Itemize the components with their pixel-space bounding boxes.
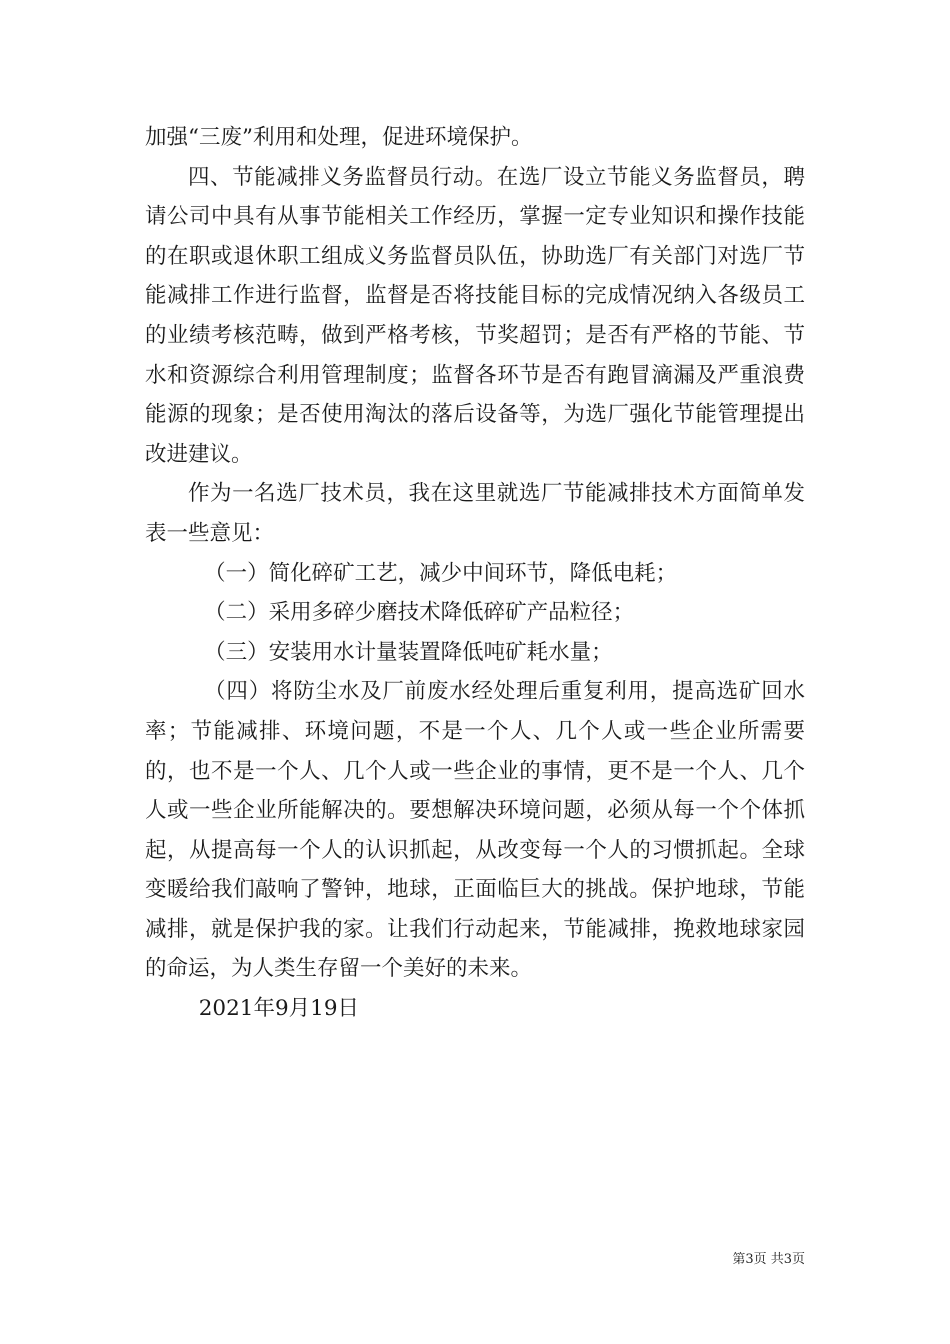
document-date: 2021年9月19日 xyxy=(198,996,360,1022)
list-item-3: （三）安装用水计量装置降低吨矿耗水量； xyxy=(204,639,613,665)
page-number-footer: 第3页 共3页 xyxy=(732,1252,805,1267)
document-body xyxy=(145,118,805,1029)
paragraph-technician-opinion: 作为一名选厂技术员，我在这里就选厂节能减排技术方面简单发表一些意见： xyxy=(145,481,805,546)
paragraph-continuation: 加强“三废”利用和处理，促进环境保护。 xyxy=(145,125,533,150)
list-item-4: （四）将防尘水及厂前废水经处理后重复利用，提高选矿回水率；节能减排、环境问题，不是一个人、几个人或一些企业所需要的，也不是一个人、几个人或一些企业的事情，更不是一个人、几个人或一些企业所能解决的。要想解决环境问题，必须从每一个个体抓起，从提高每一个人的认识抓起，从改变每一个人的习惯抓起。全球变暖给我们敲响了警钟，地球，正面临巨大的挑战。保护地球，节能减排，就是保护我的家。让我们行动起来，节能减排，挽救地球家园的命运，为人类生存留一个美好的未来。 xyxy=(145,679,805,982)
list-item-2: （二）采用多碎少磨技术降低碎矿产品粒径； xyxy=(204,600,635,626)
list-item-1: （一）简化碎矿工艺，减少中间环节，降低电耗； xyxy=(204,560,678,586)
paragraph-supervisor-action: 四、节能减排义务监督员行动。在选厂设立节能义务监督员，聘请公司中具有从事节能相关工作经历，掌握一定专业知识和操作技能的在职或退休职工组成义务监督员队伍，协助选厂有关部门对选厂节能减排工作进行监督，监督是否将技能目标的完成情况纳入各级员工的业绩考核范畴，做到严格考核，节奖超罚；是否有严格的节能、节水和资源综合利用管理制度；监督各环节是否有跑冒滴漏及严重浪费能源的现象；是否使用淘汰的落后设备等，为选厂强化节能管理提出改进建议。 xyxy=(145,164,805,467)
